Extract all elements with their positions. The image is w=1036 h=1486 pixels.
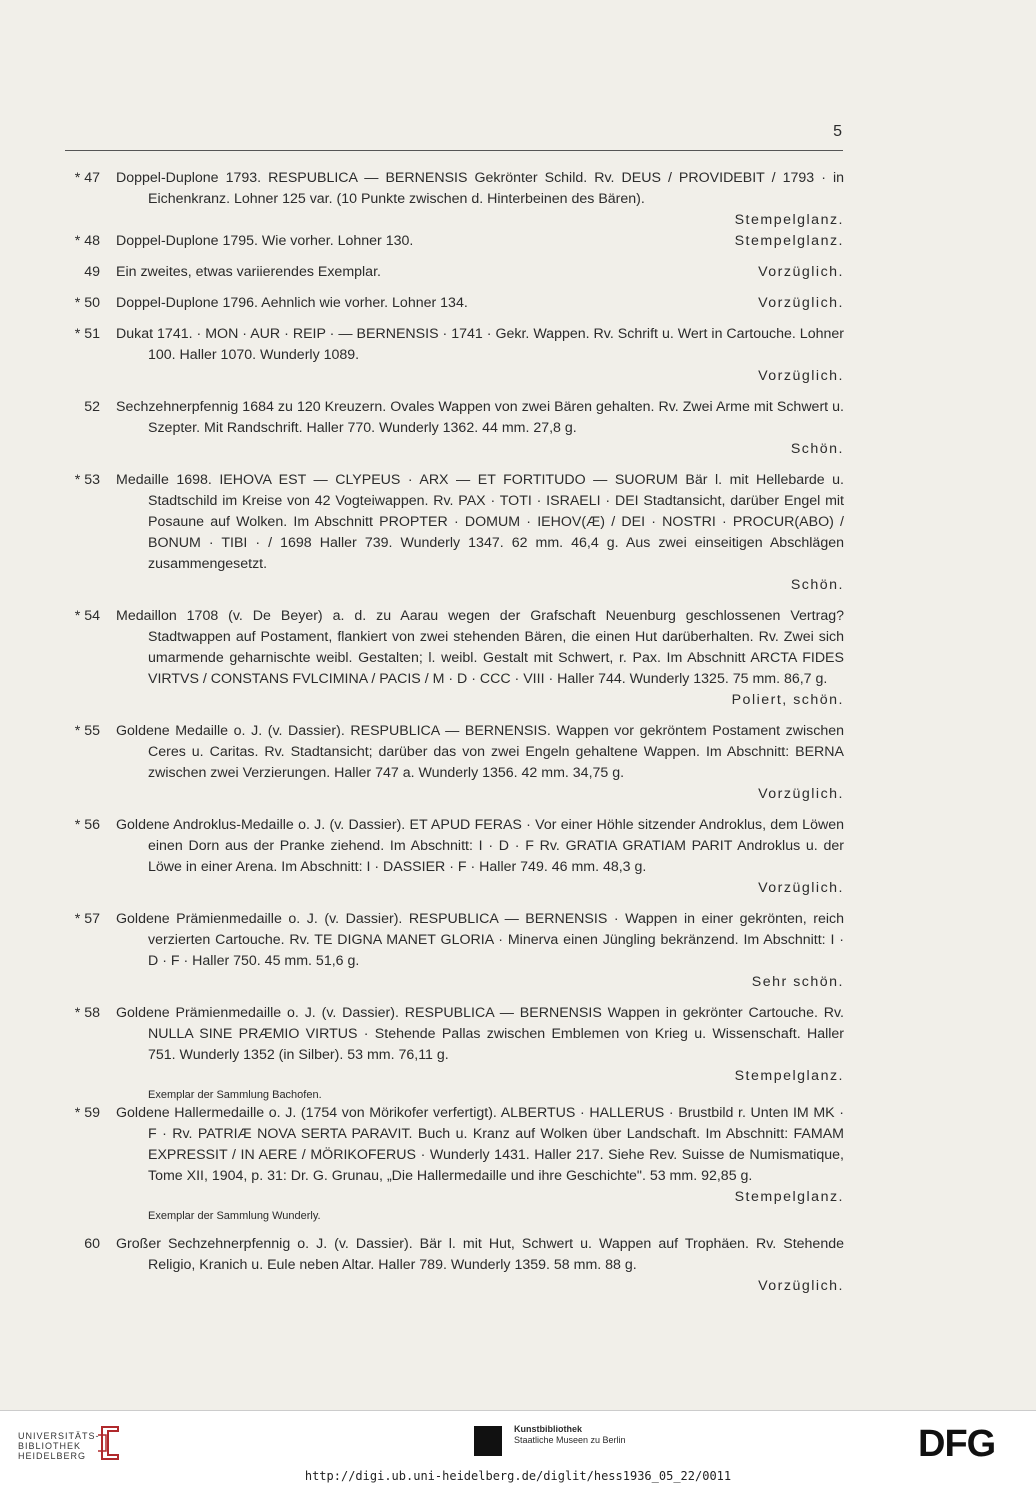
lot-grade: Vorzüglich. (758, 880, 844, 896)
page-number: 5 (833, 123, 842, 140)
lot-number: 49 (84, 264, 100, 280)
lot-description: Medaillon 1708 (v. De Beyer) a. d. zu Aarau wegen der Grafschaft Neuenburg geschlossenen Vertrag? Stadtwappen auf Postament, flankiert von zwei stehenden Bären, die einen Hut darüberhalten. Rv. Zwei sich umarmende geharnischte weibl. Gestalten; l. weibl. Gestalt mit Schwert, r. Pax. Im Abschnitt ARCTA FIDES VIRTVS / CONSTANS FVLCIMINA / PACIS / M · D · CCC · VIII · Haller 744. Wunderly 1325. 75 mm. 86,7 g. (116, 608, 844, 687)
source-url-link[interactable]: http://digi.ub.uni-heidelberg.de/diglit/hess1936_05_22/0011 (304, 1469, 732, 1483)
lot-description: Goldene Medaille o. J. (v. Dassier). RESPUBLICA — BERNENSIS. Wappen vor gekröntem Postament zwischen Ceres u. Caritas. Rv. Stadtansicht; darüber das von zwei Engeln gehaltene Wappen. Im Abschnitt: BERNA zwischen zwei Verzierungen. Haller 747 a. Wunderly 1356. 42 mm. 34,75 g. (116, 723, 844, 781)
lot-number: * 57 (74, 911, 100, 927)
catalog-entry (60, 721, 844, 805)
lot-description: Goldene Hallermedaille o. J. (1754 von Mörikofer verfertigt). ALBERTUS · HALLERUS · Brustbild r. Unten IM MK · F · Rv. PATRIÆ NOVA SERTA PARAVIT. Buch u. Kranz auf Wolken über Landschaft. Im Abschnitt: FAMAM EXPRESSIT / IN AERE / MÖRIKOFERUS · Wunderly 1431. Haller 217. Siehe Rev. Suisse de Numismatique, Tome XII, 1904, p. 31: Dr. G. Grunau, „Die Hallermedaille und ihre Geschichte". 53 mm. 92,85 g. (116, 1105, 844, 1184)
lot-number: * 47 (74, 170, 100, 186)
lot-provenance-note: Exemplar der Sammlung Wunderly. (148, 1210, 321, 1222)
lot-grade: Schön. (790, 441, 844, 457)
digitization-footer (0, 1410, 1036, 1486)
lot-number: 60 (84, 1236, 100, 1252)
lot-description: Ein zweites, etwas variierendes Exemplar. (116, 264, 381, 280)
lot-grade: Stempelglanz. (734, 212, 844, 228)
lot-grade: Stempelglanz. (734, 1189, 844, 1205)
library-subtitle: Staatliche Museen zu Berlin (514, 1435, 626, 1445)
lot-number: 52 (84, 399, 100, 415)
lot-description: Doppel-Duplone 1793. RESPUBLICA — BERNENSIS Gekrönter Schild. Rv. DEUS / PROVIDEBIT / 1793 · in Eichenkranz. Lohner 125 var. (10 Punkte zwischen d. Hinterbeinen des Bären). (116, 170, 844, 207)
lot-grade: Schön. (790, 577, 844, 593)
catalog-entry (60, 1234, 844, 1297)
dfg-logo[interactable]: DFG (918, 1423, 996, 1465)
catalog-entries (60, 168, 844, 1297)
university-emblem-icon (96, 1425, 122, 1461)
catalog-entry (60, 324, 844, 387)
lot-number: * 48 (74, 233, 100, 249)
lot-number: * 51 (74, 326, 100, 342)
library-name: Kunstbibliothek (514, 1424, 582, 1434)
lot-provenance-note: Exemplar der Sammlung Bachofen. (148, 1089, 322, 1101)
lot-number: * 58 (74, 1005, 100, 1021)
catalog-entry (60, 262, 844, 283)
lot-grade: Stempelglanz. (734, 233, 844, 249)
lot-grade: Poliert, schön. (731, 692, 844, 708)
lot-number: * 55 (74, 723, 100, 739)
lot-number: * 50 (74, 295, 100, 311)
lot-description: Doppel-Duplone 1795. Wie vorher. Lohner 130. (116, 233, 414, 249)
lot-description: Doppel-Duplone 1796. Aehnlich wie vorher. Lohner 134. (116, 295, 468, 311)
catalog-entry (60, 231, 844, 252)
lot-number: * 56 (74, 817, 100, 833)
lot-grade: Vorzüglich. (758, 264, 844, 280)
lot-number: * 59 (74, 1105, 100, 1121)
university-line-3: HEIDELBERG (18, 1451, 87, 1461)
lot-grade: Vorzüglich. (758, 295, 844, 311)
lot-grade: Vorzüglich. (758, 786, 844, 802)
catalog-entry (60, 1103, 844, 1224)
university-library-logo[interactable] (18, 1431, 100, 1461)
lot-grade: Vorzüglich. (758, 368, 844, 384)
lot-number: * 53 (74, 472, 100, 488)
catalog-entry (60, 470, 844, 596)
lot-description: Dukat 1741. · MON · AUR · REIP · — BERNENSIS · 1741 · Gekr. Wappen. Rv. Schrift u. Wert in Cartouche. Lohner 100. Haller 1070. Wunderly 1089. (116, 326, 844, 363)
university-line-1: UNIVERSITÄTS- (18, 1431, 100, 1441)
catalog-entry (60, 1003, 844, 1103)
catalog-entry (60, 815, 844, 899)
catalog-entry (60, 293, 844, 314)
university-line-2: BIBLIOTHEK (18, 1441, 82, 1451)
lot-description: Goldene Prämienmedaille o. J. (v. Dassier). RESPUBLICA — BERNENSIS Wappen in gekrönter Cartouche. Rv. NULLA SINE PRÆMIO VIRTUS · Stehende Pallas zwischen Emblemen von Krieg u. Wissenschaft. Haller 751. Wunderly 1352 (in Silber). 53 mm. 76,11 g. (116, 1005, 844, 1063)
catalog-entry (60, 909, 844, 993)
lot-description: Großer Sechzehnerpfennig o. J. (v. Dassier). Bär l. mit Hut, Schwert u. Wappen auf Trophäen. Rv. Stehende Religio, Kranich u. Eule neben Altar. Haller 789. Wunderly 1359. 58 mm. 88 g. (116, 1236, 844, 1273)
catalog-entry (60, 397, 844, 460)
kunstbibliothek-icon (474, 1426, 502, 1456)
lot-grade: Vorzüglich. (758, 1278, 844, 1294)
lot-description: Goldene Prämienmedaille o. J. (v. Dassier). RESPUBLICA — BERNENSIS · Wappen in einer gekrönten, reich verzierten Cartouche. Rv. TE DIGNA MANET GLORIA · Minerva einen Jüngling bekränzend. Im Abschnitt: I · D · F · Haller 750. 45 mm. 51,6 g. (116, 911, 844, 969)
catalog-entry (60, 168, 844, 231)
lot-grade: Sehr schön. (751, 974, 844, 990)
lot-description: Goldene Androklus-Medaille o. J. (v. Dassier). ET APUD FERAS · Vor einer Höhle sitzender Androklus, dem Löwen einen Dorn aus der Pranke ziehend. Im Abschnitt: I · D · F Rv. GRATIA GRATIAM PARIT Androklus u. der Löwe in einer Arena. Im Abschnitt: I · DASSIER · F · Haller 749. 46 mm. 48,3 g. (116, 817, 844, 875)
header-rule (65, 150, 843, 151)
lot-number: * 54 (74, 608, 100, 624)
lot-description: Medaille 1698. IEHOVA EST — CLYPEUS · ARX — ET FORTITUDO — SUORUM Bär l. mit Hellebarde u. Stadtschild im Kreise von 42 Vogteiwappen. Rv. PAX · TOTI · ISRAELI · DEI Stadtansicht, darüber Engel mit Posaune auf Wolken. Im Abschnitt PROPTER · DOMUM · IEHOV(Æ) / DEI · NOSTRI · PROCUR(ABO) / BONUM · TIBI · / 1698 Haller 739. Wunderly 1347. 62 mm. 46,4 g. Aus zwei einseitigen Abschlägen zusammengesetzt. (116, 472, 844, 572)
lot-description: Sechzehnerpfennig 1684 zu 120 Kreuzern. Ovales Wappen von zwei Bären gehalten. Rv. Zwei Arme mit Schwert u. Szepter. Mit Randschrift. Haller 770. Wunderly 1362. 44 mm. 27,8 g. (116, 399, 844, 436)
lot-grade: Stempelglanz. (734, 1068, 844, 1084)
catalog-entry (60, 606, 844, 711)
